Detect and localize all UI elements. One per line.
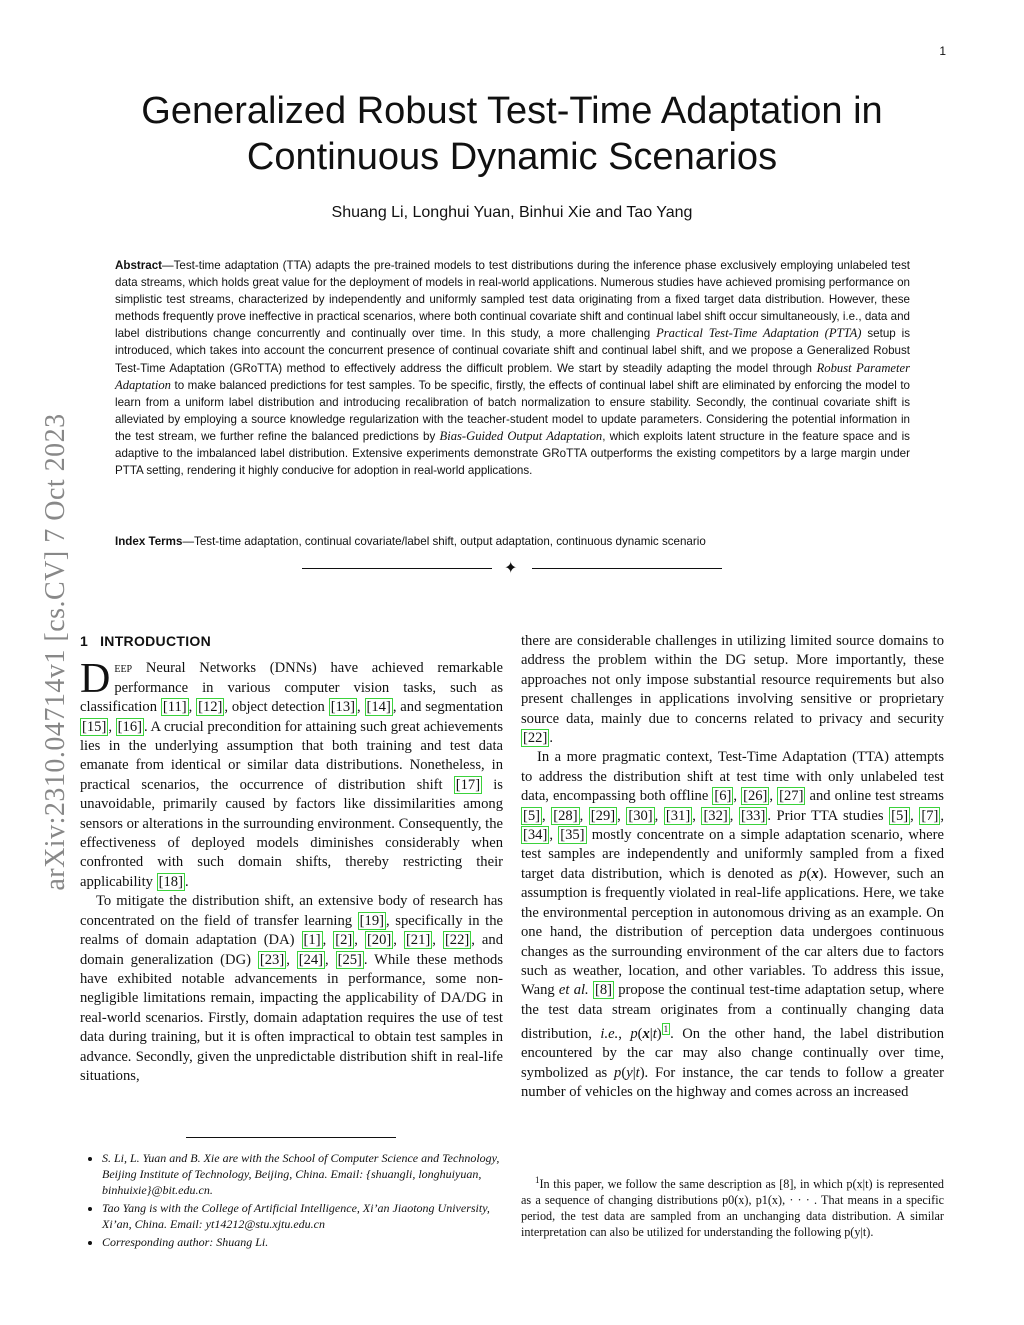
paper-title: Generalized Robust Test-Time Adaptation in Continuous Dynamic Scenarios — [141, 90, 883, 178]
footnote-item: • S. Li, L. Yuan and B. Xie are with the School of Computer Science and Technology, Beijing Institute of Technology, Beijing, China. Email: {shuangli, longhuiyuan, binhuixie}@bit.edu.cn. — [102, 1150, 503, 1198]
footnote-item: • Corresponding author: Shuang Li. — [102, 1234, 503, 1250]
paper-authors: Shuang Li, Longhui Yuan, Binhui Xie and Tao Yang — [331, 204, 693, 221]
abstract-emphasis-rpa: Robust Parameter Adaptation — [115, 360, 910, 392]
arxiv-identifier: arXiv:2310.04714v1 [cs.CV] 7 Oct 2023 — [40, 413, 71, 891]
index-terms — [115, 535, 910, 548]
abstract-text-1: —Test-time adaptation (TTA) adapts the pre-trained models to test distributions during the inference phase exclusively employing unlabeled test data streams, which holds great value for the deployment of models in real-world applications. Numerous studies have achieved promising performance on simplistic test streams, characterized by independently and uniformly sampled test data originating from a fixed target data distribution. However, these methods frequently prove ineffective in practical scenarios, where both continual covariate shift and continual label shift occur simultaneously, i.e., data and label distributions change concurrently and continually over time. In this study, a more challenging — [115, 259, 910, 341]
index-terms-label: Index Terms — [115, 535, 183, 548]
section-number: 1 — [80, 633, 89, 649]
intro-paragraph-2-cont: there are considerable challenges in utilizing limited source domains to address the problem within the DG setup. More importantly, these approaches not only impose substantial resource requirements but also present challenges in applications involving sensitive or proprietary source data, mainly due to concerns related to privacy and security [22] . — [521, 633, 944, 747]
separator-line-right — [532, 568, 722, 569]
section-separator — [302, 560, 722, 578]
intro-paragraph-3: In a more pragmatic context, Test-Time Adaptation (TTA) attempts to address the distribution shift at test time with only unlabeled test data, encompassing both offline [6] , [26] , [27] and online test streams [5] , [28] , [29] , [30] , [31] , [32] , [33] . Prior TTA studies [5] , [7] , [34] , [35] mostly concentrate on a simple adaptation scenario, where test samples are independently and uniformly sampled from a fixed target data distribution, which is denoted as p(x). However, such an assumption is frequently violated in real-life applications. Here, we take the environmental perception in autonomous driving as an example. On one hand, the distribution of perception data undergoes continuous changes as the surrounding environment of the car alters due to factors such as weather, location, and other variables. To address this issue, Wang et al. [8] propose the continual test-time adaptation setup, where the test data stream originates from a continually changing data distribution, i.e., p(x|t) $^1$ . On the other hand, the label distribution encountered by the car may also change continually over time, symbolized as p(y|t). For instance, the car tends to follow a greater number of vehicles on the highway and comes across an increased — [521, 749, 945, 1101]
abstract-text-3: to make balanced predictions for test samples. To be specific, firstly, the effects of continual label shift are eliminated by enforcing the model to learn from a uniform label distribution and introducing recalibration of batch normalization to ensure stability. Secondly, the continual covariate shift is alleviated by employing a source knowledge regularization with the teacher-student model to update parameters. Considering the potential information in the test stream, we further refine the balanced predictions by — [115, 378, 910, 443]
abstract-label: Abstract — [115, 259, 163, 272]
footnote-rule — [186, 1137, 396, 1138]
right-column — [521, 632, 944, 1103]
abstract — [115, 257, 910, 479]
separator-line-left — [302, 568, 492, 569]
author-footnotes — [80, 1150, 503, 1252]
abstract-text-2: setup is introduced, which takes into account the concurrent presence of continual covariate shift and continual label shift, and we propose a Generalized Robust Test-Time Adaptation (GRoTTA) method to effectively address the difficult problem. We start by steadily adapting the model through — [115, 327, 910, 375]
left-column — [80, 632, 503, 1086]
separator-diamond-icon: ✦ — [504, 560, 518, 577]
page-number: 1 — [939, 44, 946, 58]
intro-paragraph-2: To mitigate the distribution shift, an extensive body of research has concentrated on the field of transfer learning [19] , specifically in the realms of domain adaptation (DA) [1] , [2] , [20] , [21] , [22] , and domain generalization (DG) [23] , [24] , [25] . While these methods have exhibited notable advancements in performance, some non-negligible limitations remain, impacting the applicability of DA/DG in real-world scenarios. Firstly, domain adaptation requires the use of test data during training, but it is often impractical to obtain test samples in advance. Secondly, given the unpredictable distribution shift in real-life situations, — [80, 893, 504, 1084]
section-heading — [80, 632, 503, 651]
abstract-emphasis-bgoa: Bias-Guided Output Adaptation — [439, 428, 603, 443]
abstract-text-4: , which exploits latent structure in the feature space and is adaptive to the imbalanced label distribution. Extensive experiments demonstrate GRoTTA outperforms the existing competitors by a large margin under PTTA setting, rendering it highly conducive for adoption in real-world applications. — [115, 429, 910, 478]
footnote-1-text: In this paper, we follow the same description as [8], in which p(x|t) is represented as a sequence of changing distributions p0(x), p1(x), · · · . That means in a specific period, the test data are sampled from an unchanging data distribution. A similar interpretation can also be utilized for understanding the following p(y|t). — [521, 1177, 944, 1240]
footnote-item: • Tao Yang is with the College of Artificial Intelligence, Xi’an Jiaotong University, Xi’an, China. Email: yt14212@stu.xjtu.edu.cn — [102, 1200, 503, 1232]
section-title: INTRODUCTION — [100, 633, 212, 649]
footnote-1: $^1$In this paper, we follow the same description as [8], in which p(x|t) is represented as a sequence of changing distributions p0(x), p1(x), · · · . That means in a specific period, the test data are sampled from an unchanging data distribution. A similar interpretation can also be utilized for understanding the following p(y|t). — [521, 1175, 944, 1240]
index-terms-text: —Test-time adaptation, continual covariate/label shift, output adaptation, continuous dynamic scenario — [182, 535, 706, 548]
intro-paragraph-1: Deep Neural Networks (DNNs) have achieved remarkable performance in various computer vision tasks, such as classification [11] , [12] , object detection [13] , [14] , and segmentation [15] , [16] . A crucial precondition for attaining such great achievements lies in the underlying assumption that both training and test data emanate from identical or similar data distributions. Nonetheless, in practical scenarios, the occurrence of distribution shift [17] is unavoidable, primarily caused by factors like dissimilarities among sensors or alterations in the surrounding environment. Consequently, the effectiveness of deployed models diminishes considerably when confronted with such domain shifts, thereby restricting their applicability [18] . — [80, 656, 504, 890]
abstract-emphasis-ptta: Practical Test-Time Adaptation (PTTA) — [656, 326, 862, 341]
